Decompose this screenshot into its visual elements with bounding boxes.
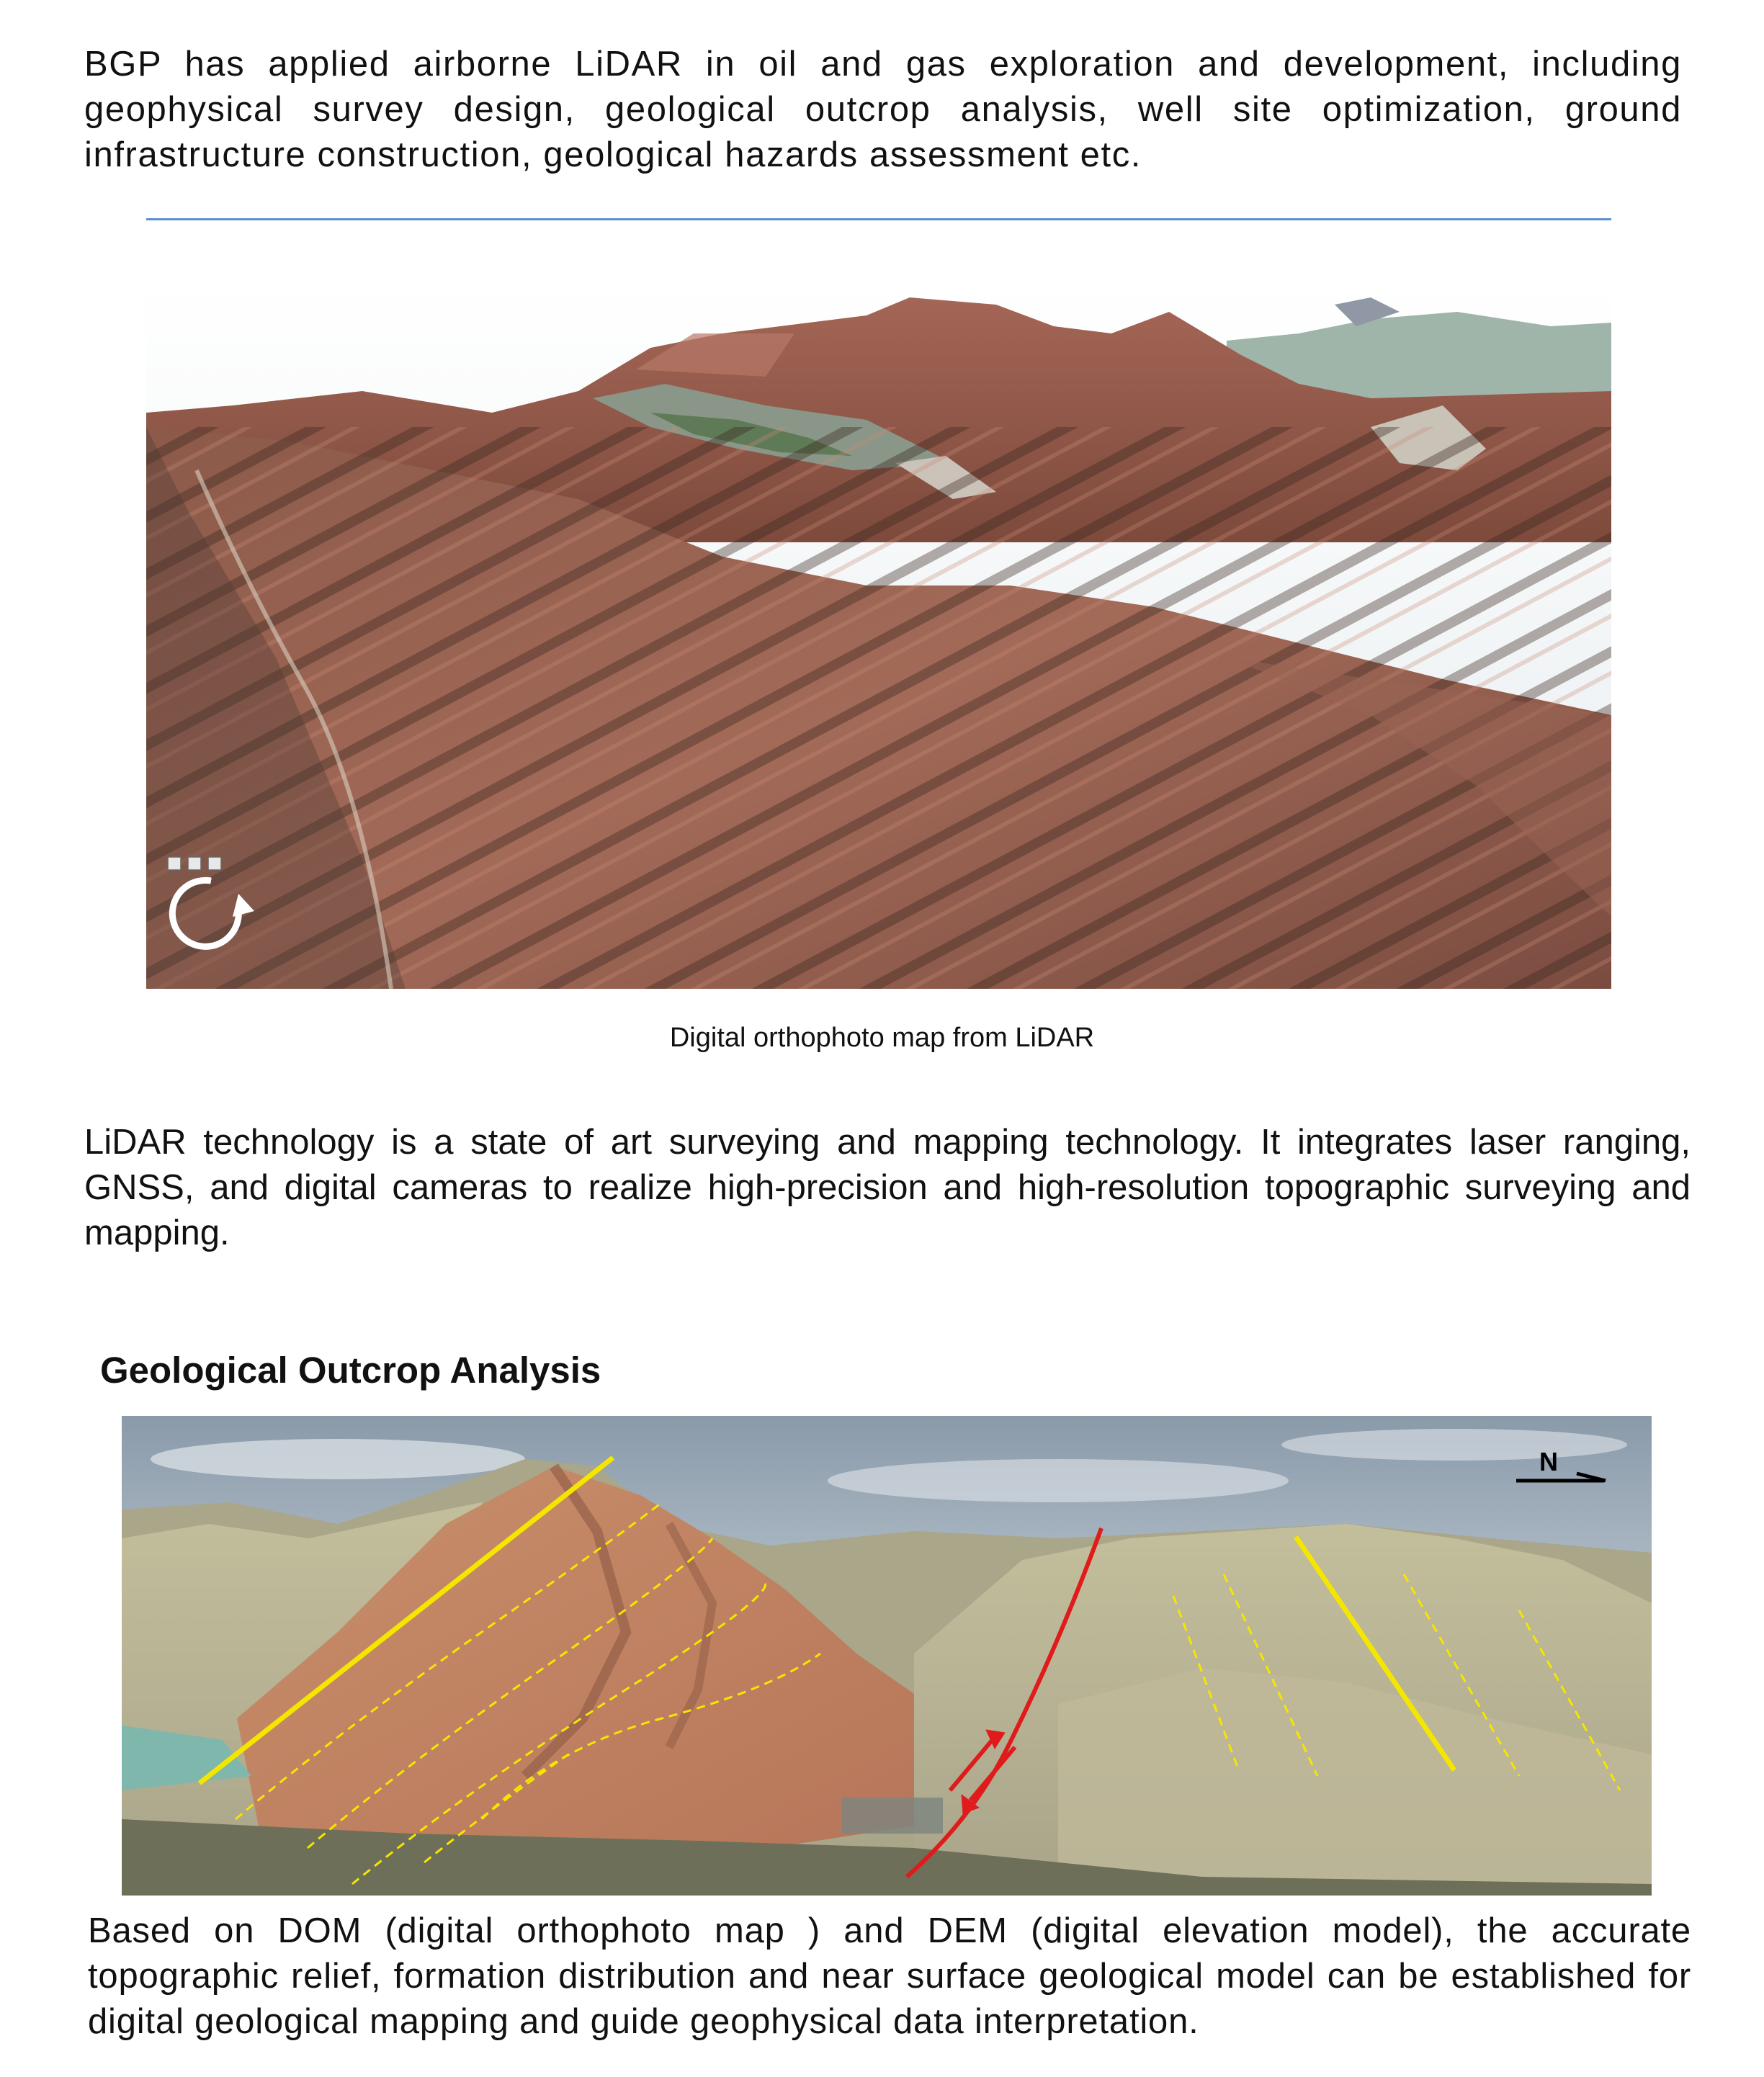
conclusion-paragraph: Based on DOM (digital orthophoto map ) and DEM (digital elevation model), the accurate topographic relief, formation distribution and near surface geological model can be established for digital geological mapping and guide geophysical data interpretation.	[88, 1911, 1691, 2041]
section-heading: Geological Outcrop Analysis	[100, 1350, 601, 1391]
lidar-paragraph: LiDAR technology is a state of art surveying and mapping technology. It integrates laser ranging, GNSS, and digital cameras to realize high-precision and high-resolution topographic surveying and mapping.	[84, 1123, 1691, 1252]
figure1-caption: Digital orthophoto map from LiDAR	[669, 1023, 1095, 1053]
pan-icon[interactable]	[188, 857, 201, 870]
north-label: N	[1539, 1447, 1558, 1476]
blue-divider	[146, 218, 1611, 220]
zoom-icon[interactable]	[168, 857, 181, 870]
geological-outcrop-image	[122, 1416, 1652, 1896]
lidar-orthophoto-image	[146, 283, 1611, 989]
pedestrian-icon[interactable]	[208, 857, 221, 870]
intro-paragraph: BGP has applied airborne LiDAR in oil and gas exploration and development, including geophysical survey design, geological outcrop analysis, well site optimization, ground infrastructure construction, geological hazards assessment etc.	[84, 45, 1682, 174]
